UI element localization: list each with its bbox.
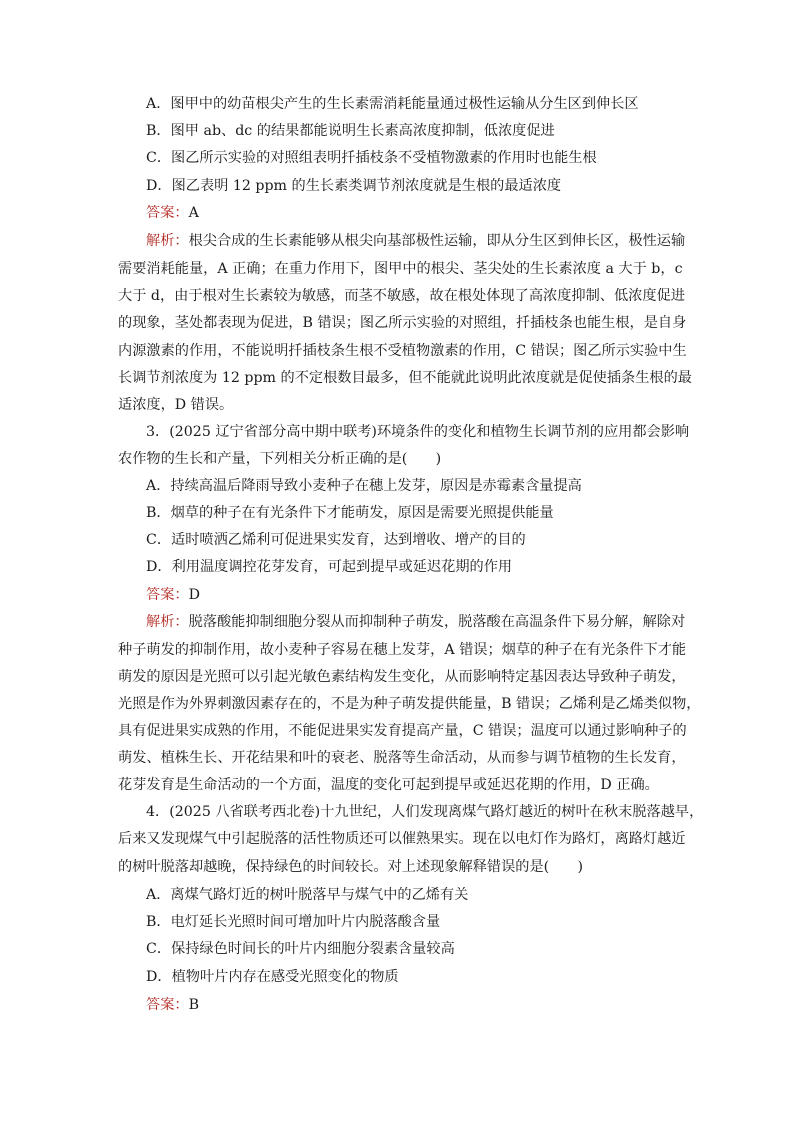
q2-option-a: A．图甲中的幼苗根尖产生的生长素需消耗能量通过极性运输从分生区到伸长区 xyxy=(146,96,639,112)
q4-option-d: D．植物叶片内存在感受光照变化的物质 xyxy=(146,969,399,985)
answer-label: 答案： xyxy=(146,205,189,221)
analysis-label: 解析： xyxy=(146,233,189,249)
q3-option-a: A．持续高温后降雨导致小麦种子在穗上发芽，原因是赤霉素含量提高 xyxy=(146,478,582,494)
q2-analysis-line xyxy=(146,234,686,248)
q2-analysis-line: 长调节剂浓度为 12 ppm 的不定根数目最多，但不能就此说明此浓度就是促使插条生根的最 xyxy=(118,370,692,386)
q3-option-d: D．利用温度调控花芽发育，可起到提早或延迟花期的作用 xyxy=(146,559,513,575)
answer-label: 答案： xyxy=(146,997,189,1013)
answer-value: D xyxy=(188,587,200,603)
q2-option-c: C．图乙所示实验的对照组表明扦插枝条不受植物激素的作用时也能生根 xyxy=(146,150,597,166)
q2-analysis-line: 内源激素的作用，不能说明扦插枝条生根不受植物激素的作用，C 错误；图乙所示实验中生 xyxy=(118,343,687,359)
q2-option-d: D．图乙表明 12 ppm 的生长素类调节剂浓度就是生根的最适浓度 xyxy=(146,178,562,194)
q3-stem: 农作物的生长和产量，下列相关分析正确的是( ) xyxy=(118,451,442,467)
q3-stem: 3．(2025 辽宁省部分高中期中联考)环境条件的变化和植物生长调节剂的应用都会影响 xyxy=(146,424,690,440)
q4-stem: 后来又发现煤气中引起脱落的活性物质还可以催熟果实。现在以电灯作为路灯，离路灯越近 xyxy=(118,831,686,847)
q4-option-c: C．保持绿色时间长的叶片内细胞分裂素含量较高 xyxy=(146,941,455,957)
answer-label: 答案： xyxy=(146,587,189,603)
q2-analysis-line: 大于 d，由于根对生长素较为敏感，而茎不敏感，故在根处体现了高浓度抑制、低浓度促进 xyxy=(118,288,685,304)
q3-analysis-line: 具有促进果实成熟的作用，不能促进果实发育提高产量，C 错误；温度可以通过影响种子的 xyxy=(118,723,687,739)
q4-option-b: B．电灯延长光照时间可增加叶片内脱落酸含量 xyxy=(146,914,441,930)
q3-analysis-line: 萌发的原因是光照可以引起光敏色素结构发生变化，从而影响特定基因表达导致种子萌发， xyxy=(118,669,686,685)
q3-option-b: B．烟草的种子在有光条件下才能萌发，原因是需要光照提供能量 xyxy=(146,505,554,521)
analysis-text: 脱落酸能抑制细胞分裂从而抑制种子萌发，脱落酸在高温条件下易分解，解除对 xyxy=(188,614,686,630)
answer-value: A xyxy=(188,205,199,221)
q3-analysis-line: 种子萌发的抑制作用，故小麦种子容易在穗上发芽，A 错误；烟草的种子在有光条件下才能 xyxy=(118,642,687,658)
answer-value: B xyxy=(188,997,200,1013)
analysis-text: 根尖合成的生长素能够从根尖向基部极性运输，即从分生区到伸长区，极性运输 xyxy=(188,233,686,249)
q2-analysis-line: 需要消耗能量，A 正确；在重力作用下，图甲中的根尖、茎尖处的生长素浓度 a 大于 b，c xyxy=(118,261,683,277)
analysis-label: 解析： xyxy=(146,614,189,630)
q4-stem: 4．(2025 八省联考西北卷)十九世纪，人们发现离煤气路灯越近的树叶在秋末脱落越早， xyxy=(146,804,704,820)
q4-option-a: A．离煤气路灯近的树叶脱落早与煤气中的乙烯有关 xyxy=(146,887,469,903)
q4-stem: 的树叶脱落却越晚，保持绿色的时间较长。对上述现象解释错误的是( ) xyxy=(118,859,584,875)
q2-analysis-line: 适浓度，D 错误。 xyxy=(118,397,234,413)
q3-analysis-line: 光照是作为外界刺激因素存在的，不是为种子萌发提供能量，B 错误；乙烯利是乙烯类似物， xyxy=(118,696,701,712)
q3-option-c: C．适时喷洒乙烯利可促进果实发育，达到增收、增产的目的 xyxy=(146,532,526,548)
q2-option-b: B．图甲 ab、dc 的结果都能说明生长素高浓度抑制，低浓度促进 xyxy=(146,123,555,139)
q3-analysis-line: 花芽发育是生命活动的一个方面，温度的变化可起到提早或延迟花期的作用，D 正确。 xyxy=(118,777,659,793)
q3-analysis-line xyxy=(146,615,686,629)
q3-answer xyxy=(146,588,686,602)
q2-answer xyxy=(146,206,686,220)
q2-analysis-line: 的现象，茎处都表现为促进，B 错误；图乙所示实验的对照组，扦插枝条也能生根，是自身 xyxy=(118,315,687,331)
q3-analysis-line: 萌发、植株生长、开花结果和叶的衰老、脱落等生命活动，从而参与调节植物的生长发育， xyxy=(118,750,686,766)
q4-answer xyxy=(146,998,686,1012)
